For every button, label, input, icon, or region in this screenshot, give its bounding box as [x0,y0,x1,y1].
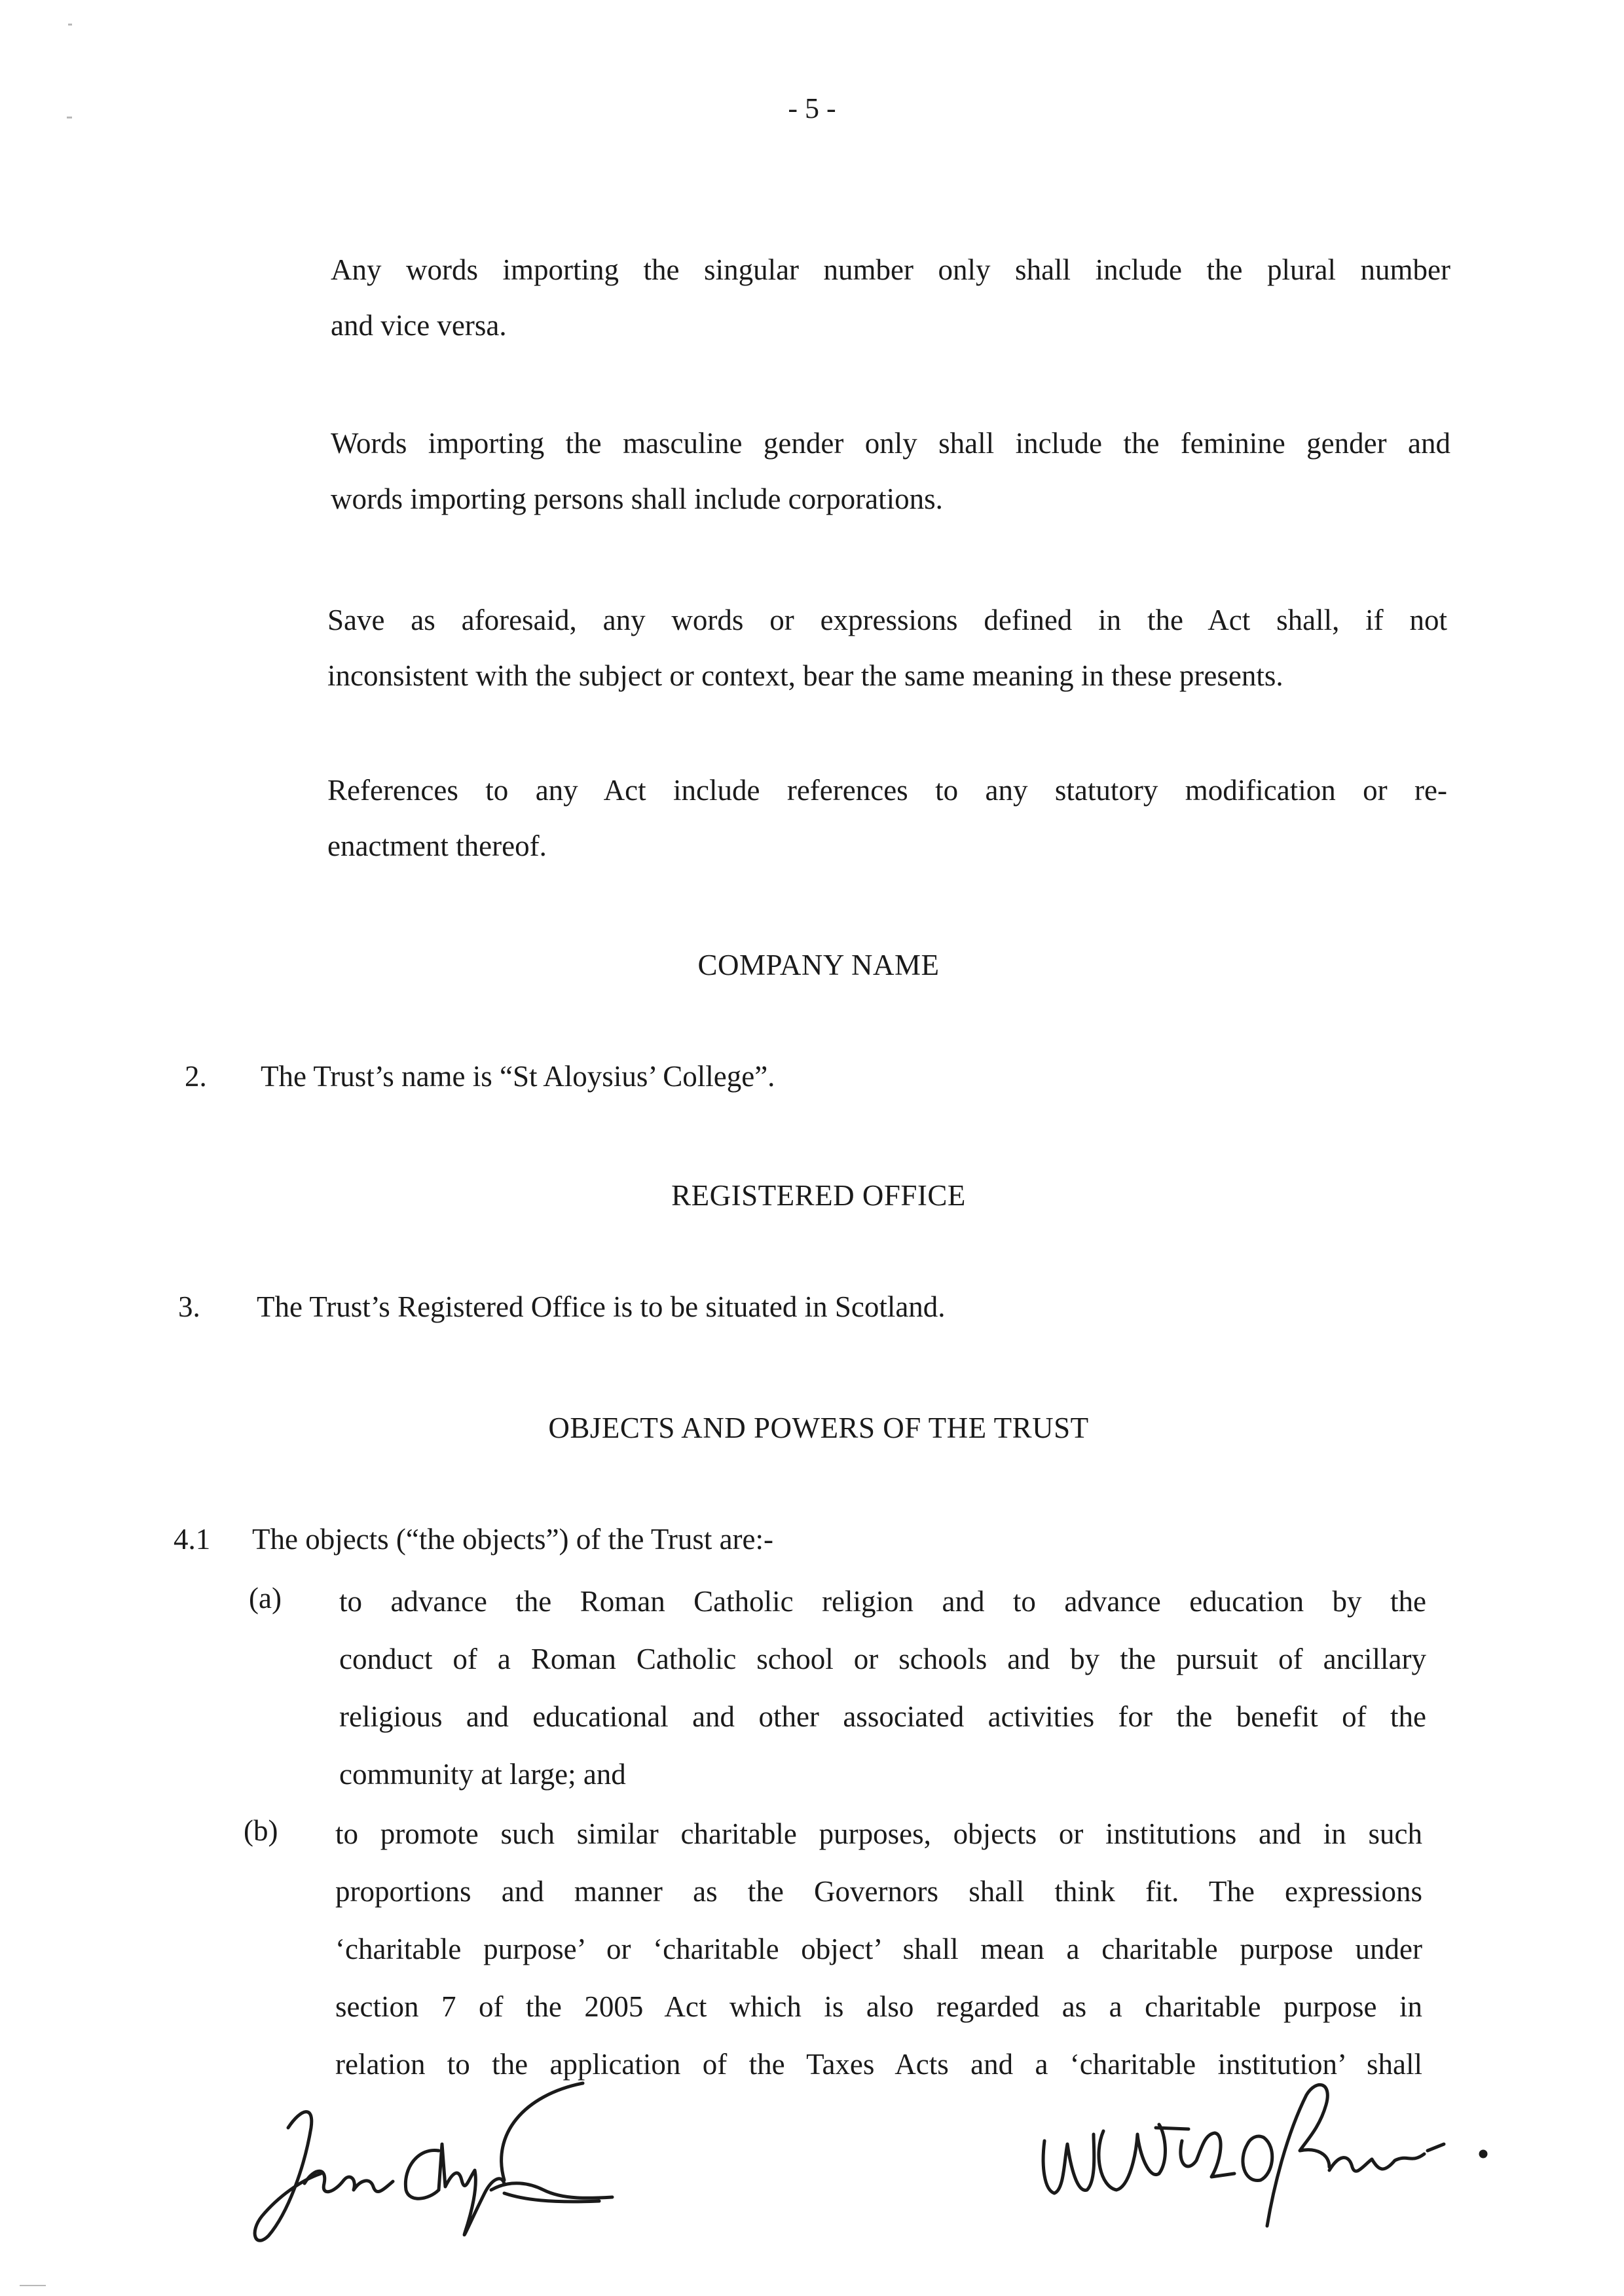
clause-text-3: The Trust’s Registered Office is to be situated in Scotland. [257,1290,946,1323]
item-line: section 7 of the 2005 Act which is also regarded as a charitable purpose in [335,1990,1422,2023]
item-label-a: (a) [249,1582,282,1614]
heading-objects-and-powers: OBJECTS AND POWERS OF THE TRUST [548,1412,1089,1444]
paragraph-line: Words importing the masculine gender only shall include the feminine gender and [331,427,1450,460]
item-line: conduct of a Roman Catholic school or schools and by the pursuit of ancillary [339,1643,1426,1675]
heading-registered-office: REGISTERED OFFICE [671,1179,966,1212]
paragraph-line: enactment thereof. [327,829,547,862]
paragraph-line: inconsistent with the subject or context, bear the same meaning in these presents. [327,659,1283,692]
item-label-b: (b) [244,1814,278,1847]
paragraph-singular-plural [331,242,1450,354]
paragraph-line: and vice versa. [331,309,507,342]
item-line: religious and educational and other associated activities for the benefit of the [339,1700,1426,1733]
item-line: to promote such similar charitable purposes, objects or institutions and in such [335,1817,1422,1850]
item-body-a [339,1573,1426,1803]
scan-artifact [20,2285,46,2286]
signature-right [1025,2056,1536,2246]
scan-artifact [68,24,72,26]
item-line: ‘charitable purpose’ or ‘charitable object’ shall mean a charitable purpose under [335,1933,1422,1965]
clause-number-2: 2. [185,1060,207,1093]
paragraph-act-references [327,763,1447,874]
paragraph-line: References to any Act include references to any statutory modification or re- [327,774,1447,807]
item-body-b [335,1805,1422,2093]
paragraph-gender [331,416,1450,527]
clause-text-4-1: The objects (“the objects”) of the Trust are:- [252,1523,774,1556]
signature-left [242,2069,622,2259]
item-line: community at large; and [339,1758,626,1791]
item-line: to advance the Roman Catholic religion and to advance education by the [339,1585,1426,1618]
paragraph-line: Save as aforesaid, any words or expressions defined in the Act shall, if not [327,604,1447,636]
clause-text-2: The Trust’s name is “St Aloysius’ College”. [261,1060,775,1093]
paragraph-line: words importing persons shall include corporations. [331,483,943,515]
heading-company-name: COMPANY NAME [697,949,940,981]
item-line: relation to the application of the Taxes Acts and a ‘charitable institution’ shall [335,2048,1422,2081]
clause-number-3: 3. [178,1290,200,1323]
page-number: - 5 - [788,92,836,124]
item-line: proportions and manner as the Governors shall think fit. The expressions [335,1875,1422,1908]
clause-number-4-1: 4.1 [174,1523,211,1556]
paragraph-definitions [327,592,1447,704]
paragraph-line: Any words importing the singular number only shall include the plural number [331,253,1450,286]
